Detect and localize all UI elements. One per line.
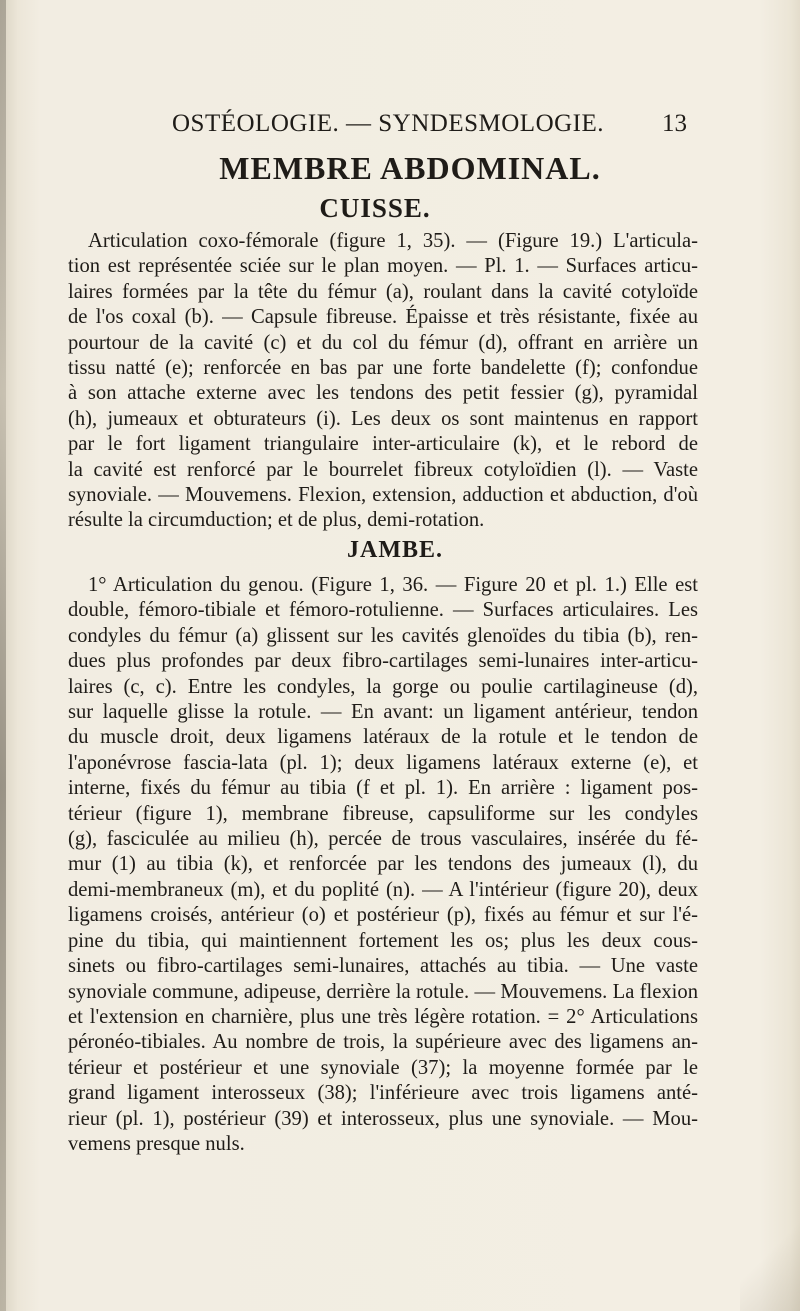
text-line: péronéo-tibiales. Au nombre de trois, la supérieure avec des ligamens an- [68, 1031, 698, 1054]
page-number: 13 [662, 110, 687, 137]
text-line: térieur et postérieur et une synoviale (37); la moyenne formée par le [68, 1056, 698, 1079]
text-line: double, fémoro-tibiale et fémoro-rotulienne. — Surfaces articulaires. Les [68, 599, 698, 622]
text-line: 1° Articulation du genou. (Figure 1, 36. — Figure 20 et pl. 1.) Elle est [88, 574, 698, 596]
text-line: la cavité est renforcé par le bourrelet fibreux cotyloïdien (l). — Vaste [68, 458, 698, 481]
text-line: tion est représentée sciée sur le plan moyen. — Pl. 1. — Surfaces articu- [68, 255, 698, 278]
text-line: par le fort ligament triangulaire inter-articulaire (k), et le rebord de [68, 433, 698, 456]
text-line: (h), jumeaux et obturateurs (i). Les deux os sont maintenus en rapport [68, 407, 698, 430]
text-line: térieur (figure 1), membrane fibreuse, capsuliforme sur les condyles [68, 802, 698, 825]
text-line: grand ligament interosseux (38); l'inférieure avec trois ligamens anté- [68, 1082, 698, 1105]
text-line: ligamens croisés, antérieur (o) et postérieur (p), fixés au fémur et sur l'é- [68, 904, 698, 927]
subsection-heading-jambe: JAMBE. [347, 537, 443, 563]
text-line: pourtour de la cavité (c) et du col du fémur (d), offrant en arrière un [68, 331, 698, 354]
running-title: OSTÉOLOGIE. — SYNDESMOLOGIE. [172, 110, 605, 137]
text-line: condyles du fémur (a) glissent sur les cavités glenoïdes du tibia (b), ren- [68, 624, 698, 647]
text-line: résulte la circumduction; et de plus, demi-rotation. [68, 509, 485, 532]
section-heading-membre-abdominal: MEMBRE ABDOMINAL. [219, 150, 601, 186]
text-line: tissu natté (e); renforcée en bas par une forte bandelette (f); confondue [68, 357, 698, 380]
text-line: à son attache externe avec les tendons des petit fessier (g), pyramidal [68, 382, 698, 405]
paragraph-jambe [68, 573, 698, 1157]
text-line: interne, fixés du fémur au tibia (f et pl. 1). En arrière : ligament pos- [68, 777, 698, 800]
text-line: et l'extension en charnière, plus une très légère rotation. = 2° Articulations [68, 1005, 698, 1028]
text-line: laires formées par la tête du fémur (a), roulant dans la cavité cotyloïde [68, 280, 698, 303]
text-line: (g), fasciculée au milieu (h), percée de trous vasculaires, insérée du fé- [68, 828, 698, 851]
text-line: rieur (pl. 1), postérieur (39) et interosseux, plus une synoviale. — Mou- [68, 1107, 698, 1130]
text-line: sur laquelle glisse la rotule. — En avant: un ligament antérieur, tendon [68, 701, 698, 724]
text-line: l'aponévrose fascia-lata (pl. 1); deux ligamens latéraux externe (e), et [68, 751, 698, 774]
text-line: laires (c, c). Entre les condyles, la gorge ou poulie cartilagineuse (d), [68, 675, 698, 698]
running-head [172, 110, 687, 140]
paragraph-cuisse [68, 229, 698, 534]
page-corner-stain [740, 1221, 800, 1311]
text-line: pine du tibia, qui maintiennent fortement les os; plus les deux cous- [68, 929, 698, 952]
text-line: vemens presque nuls. [68, 1132, 245, 1155]
text-line: synoviale commune, adipeuse, derrière la rotule. — Mouvemens. La flexion [68, 980, 698, 1003]
text-line: dues plus profondes par deux fibro-cartilages semi-lunaires inter-articu- [68, 650, 698, 673]
text-line: demi-membraneux (m), et du poplité (n). — A l'intérieur (figure 20), deux [68, 878, 698, 901]
text-line: synoviale. — Mouvemens. Flexion, extension, adduction et abduction, d'où [68, 484, 698, 507]
subsection-heading-cuisse: CUISSE. [319, 193, 431, 223]
text-line: sinets ou fibro-cartilages semi-lunaires, attachés au tibia. — Une vaste [68, 955, 698, 978]
text-line: Articulation coxo-fémorale (figure 1, 35). — (Figure 19.) L'articula- [88, 230, 698, 252]
text-line: du muscle droit, deux ligamens latéraux de la rotule et le tendon de [68, 726, 698, 749]
text-line: de l'os coxal (b). — Capsule fibreuse. Épaisse et très résistante, fixée au [68, 306, 698, 329]
text-line: mur (1) au tibia (k), et renforcée par les tendons des jumeaux (l), du [68, 853, 698, 876]
